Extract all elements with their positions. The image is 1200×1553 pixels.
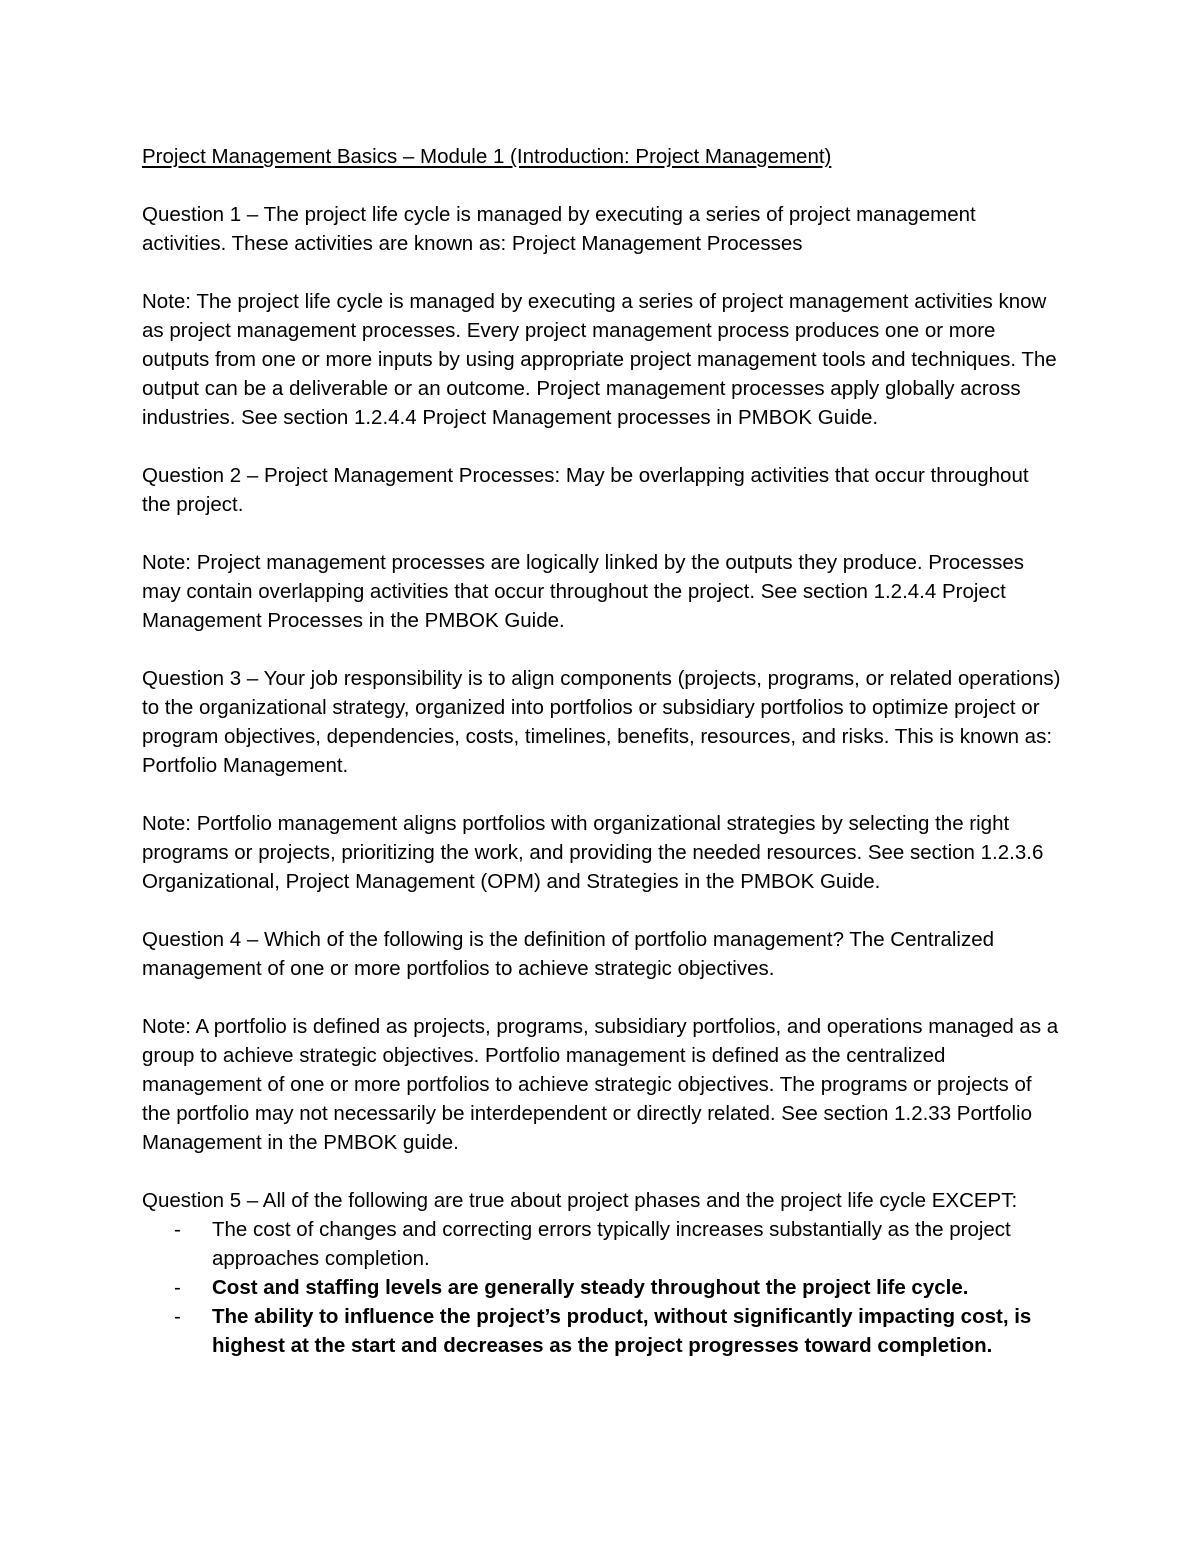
question-5: Question 5 – All of the following are true about project phases and the project life cycle EXCEPT: [142,1189,1018,1212]
bullet-dash: - [174,1218,181,1241]
note-3: Note: Portfolio management aligns portfolios with organizational strategies by selecting the right programs or projects, prioritizing the work, and providing the needed resources. See section 1.2.3.6 Organizational, Project Management (OPM) and Strategies in the PMBOK Guide. [142,812,1044,893]
list-item [142,1302,1062,1360]
document-body [142,142,1062,1360]
note-2: Note: Project management processes are logically linked by the outputs they produce. Processes may contain overlapping activities that occur throughout the project. See section 1.2.4.4 Project Management Processes in the PMBOK Guide. [142,551,1024,632]
question-1: Question 1 – The project life cycle is managed by executing a series of project management activities. These activities are known as: Project Management Processes [142,203,976,255]
option-text: The ability to influence the project’s product, without significantly impacting cost, is highest at the start and decreases as the project progresses toward completion. [212,1305,1032,1357]
bullet-dash: - [174,1305,181,1328]
bullet-dash: - [174,1276,181,1299]
note-4: Note: A portfolio is defined as projects, programs, subsidiary portfolios, and operations managed as a group to achieve strategic objectives. Portfolio management is defined as the centralized management of one or more portfolios to achieve strategic objectives. The programs or projects of the portfolio may not necessarily be interdependent or directly related. See section 1.2.33 Portfolio Management in the PMBOK guide. [142,1015,1059,1154]
option-text: The cost of changes and correcting errors typically increases substantially as the project approaches completion. [212,1218,1011,1270]
option-text: Cost and staffing levels are generally steady throughout the project life cycle. [212,1276,969,1299]
note-1: Note: The project life cycle is managed by executing a series of project management activities know as project management processes. Every project management process produces one or more outputs from one or more inputs by using appropriate project management tools and techniques. The output can be a deliverable or an outcome. Project management processes apply globally across industries. See section 1.2.4.4 Project Management processes in PMBOK Guide. [142,290,1057,429]
question-5-options [142,1215,1062,1360]
list-item [142,1273,1062,1302]
question-4: Question 4 – Which of the following is the definition of portfolio management? The Centralized management of one or more portfolios to achieve strategic objectives. [142,928,995,980]
question-3: Question 3 – Your job responsibility is to align components (projects, programs, or related operations) to the organizational strategy, organized into portfolios or subsidiary portfolios to optimize project or program objectives, dependencies, costs, timelines, benefits, resources, and risks. This is known as: Portfolio Management. [142,667,1061,777]
document-title: Project Management Basics – Module 1 (Introduction: Project Management) [142,145,832,168]
question-2: Question 2 – Project Management Processes: May be overlapping activities that occur throughout the project. [142,464,1029,516]
list-item [142,1215,1062,1273]
